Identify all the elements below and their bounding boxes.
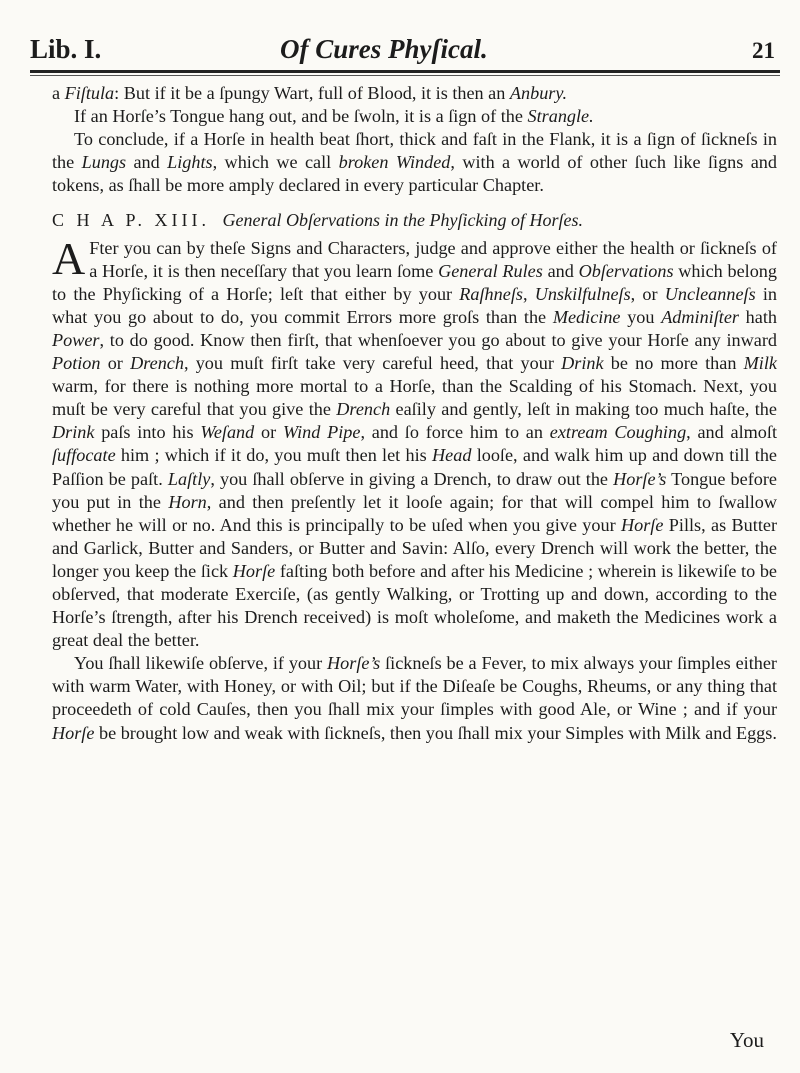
page-number: 21: [752, 38, 775, 63]
page-body: [52, 82, 777, 745]
chapter-title: General Obſervations in the Phyſicking of Horſes.: [222, 210, 583, 231]
chapter-heading: [52, 209, 777, 232]
book-number: Lib. I.: [30, 34, 102, 64]
paragraph-fistula: a Fiſtula: But if it be a ſpungy Wart, full of Blood, it is then an Anbury.: [52, 83, 567, 103]
catchword: You: [729, 1028, 764, 1052]
running-title: Of Cures Phyſical.: [280, 34, 488, 64]
header-rule-thin: [30, 75, 780, 76]
paragraph-conclude: To conclude, if a Horſe in health beat ſhort, thick and faſt in the Flank, it is a ſign of ſickneſs in the Lungs and Lights, which we call broken Winded, with a world of other ſuch like ſigns and tokens, as ſhall be more amply declared in every particular Chapter.: [52, 129, 777, 196]
page-header: [30, 28, 775, 68]
paragraph-general-rules: A Fter you can by theſe Signs and Characters, judge and approve either the health or ſickneſs of a Horſe, it is then neceſſary that you learn ſome General Rules and Obſervations which belong to the Phyſicking of a Horſe; leſt that either by your Raſhneſs, Unskilfulneſs, or Uncleanneſs in what you go about to do, you commit Errors more groſs than the Medicine you Adminiſter hath Power, to do good. Know then firſt, that whenſoever you go about to give your Horſe any inward Potion or Drench, you muſt firſt take very careful heed, that your Drink be no more than Milk warm, for there is nothing more mortal to a Horſe, than the Scalding of his Stomach. Next, you muſt be very careful that you give the Drench eaſily and gently, leſt in making too much haſte, the Drink paſs into his Weſand or Wind Pipe, and ſo force him to an extream Coughing, and almoſt ſuffocate him ; which if it do, you muſt then let his Head looſe, and walk him up and down till the Paſſion be paſt. Laſtly, you ſhall obſerve in giving a Drench, to draw out the Horſe’s Tongue before you put in the Horn, and then preſently let it looſe again; for that will compel him to ſwallow whether he will or no. And this is principally to be uſed when you give your Horſe Pills, as Butter and Garlick, Butter and Sanders, or Butter and Savin: Alſo, every Drench will work the better, the longer you keep the ſick Horſe faſting both before and after his Medicine ; wherein is likewiſe to be obſerved, that moderate Exerciſe, (as gently Walking, or Trotting up and down, according to the Horſe’s ſtrength, after his Drench received) is moſt wholeſome, and maketh the Medicines work a great deal the better.: [52, 232, 777, 651]
paragraph-strangle: If an Horſe’s Tongue hang out, and be ſwoln, it is a ſign of the Strangle.: [74, 106, 594, 127]
drop-capital: A: [52, 232, 86, 284]
chapter-number: C H A P. XIII.: [52, 210, 211, 231]
header-rule: [30, 70, 780, 73]
paragraph-fever: You ſhall likewiſe obſerve, if your Horſe’s ſickneſs be a Fever, to mix always your ſimples either with warm Water, with Honey, or with Oil; but if the Diſeaſe be Coughs, Rheums, or any thing that proceedeth of cold Cauſes, then you ſhall mix your ſimples with good Ale, or Wine ; and if your Horſe be brought low and weak with ſickneſs, then you ſhall mix your Simples with Milk and Eggs.: [52, 653, 777, 743]
